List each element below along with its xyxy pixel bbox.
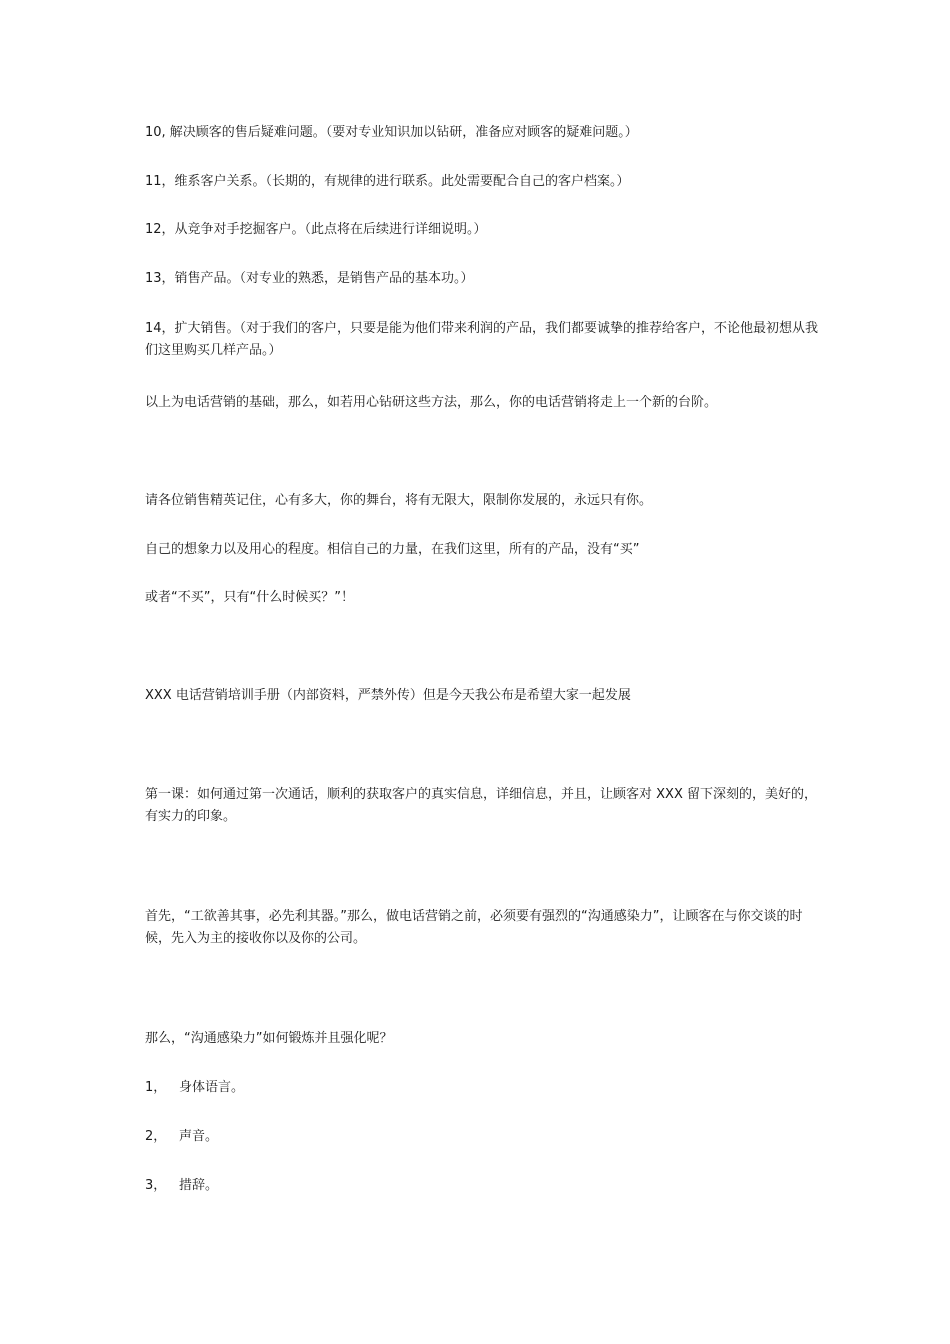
motto-line-2: 自己的想象力以及用心的程度。相信自己的力量，在我们这里，所有的产品，没有“买” (145, 542, 640, 557)
list-item-12: 12，从竞争对手挖掘客户。（此点将在后续进行详细说明。） (145, 222, 487, 237)
point-text: 措辞。 (179, 1178, 219, 1193)
list-item-14: 14，扩大销售。（对于我们的客户，只要是能为他们带来利润的产品，我们都要诚挚的推荐给客户，不论他最初想从我们这里购买几样产品。） (145, 321, 819, 358)
question-line: 那么，“沟通感染力”如何锻炼并且强化呢？ (145, 1031, 393, 1046)
point-text: 身体语言。 (179, 1080, 245, 1095)
lesson-one-paragraph: 第一课：如何通过第一次通话，顺利的获取客户的真实信息，详细信息，并且，让顾客对 XXX 留下深刻的，美好的，有实力的印象。 (145, 787, 817, 824)
point-number: 2， (145, 1129, 167, 1144)
first-paragraph: 首先，“工欲善其事，必先利其器。”那么，做电话营销之前，必须要有强烈的“沟通感染力”，让顾客在与你交谈的时候，先入为主的接收你以及你的公司。 (145, 909, 803, 946)
summary-paragraph: 以上为电话营销的基础，那么，如若用心钻研这些方法，那么，你的电话营销将走上一个新的台阶。 (145, 395, 718, 410)
list-item-10: 10, 解决顾客的售后疑难问题。（要对专业知识加以钻研，准备应对顾客的疑难问题。） (145, 125, 638, 140)
point-number: 3， (145, 1178, 167, 1193)
point-item (145, 1175, 827, 1197)
point-item (145, 1077, 827, 1099)
motto-line-1: 请各位销售精英记住，心有多大，你的舞台，将有无限大，限制你发展的，永远只有你。 (145, 493, 653, 508)
manual-title: XXX 电话营销培训手册（内部资料，严禁外传）但是今天我公布是希望大家一起发展 (145, 688, 631, 703)
motto-line-3: 或者“不买”，只有“什么时候买？”！ (145, 590, 354, 605)
list-item-13: 13，销售产品。（对专业的熟悉，是销售产品的基本功。） (145, 271, 474, 286)
point-text: 声音。 (179, 1129, 219, 1144)
point-number: 1， (145, 1080, 167, 1095)
list-item-11: 11，维系客户关系。（长期的，有规律的进行联系。此处需要配合自己的客户档案。） (145, 174, 630, 189)
point-item (145, 1126, 827, 1148)
